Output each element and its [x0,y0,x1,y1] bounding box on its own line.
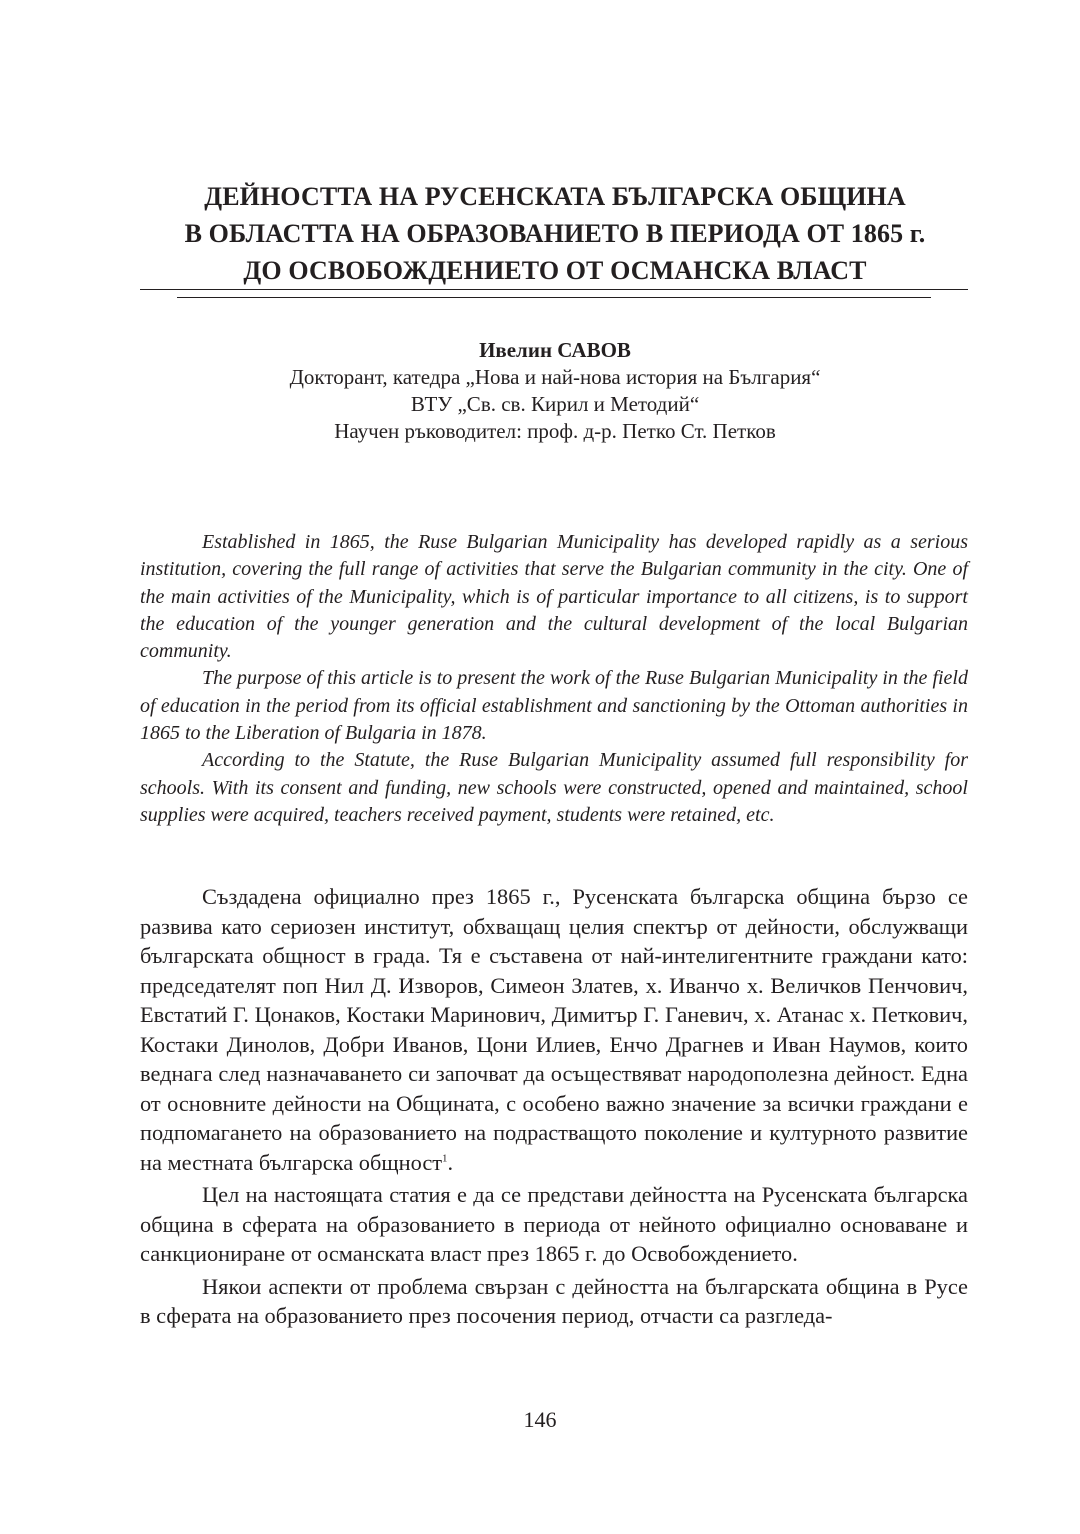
author-block [140,337,970,445]
abstract-paragraph-2: The purpose of this article is to present the work of the Ruse Bulgarian Municipality in the field of education in the period from its official establishment and sanctioning by the Ottoman authorities in 1865 to the Liberation of Bulgaria in 1878. [140,667,968,745]
title-line-1: ДЕЙНОСТТА НА РУСЕНСКАТА БЪЛГАРСКА ОБЩИНА [204,182,906,211]
footnote-ref-1[interactable]: 1 [442,1152,448,1165]
title-line-3: ДО ОСВОБОЖДЕНИЕТО ОТ ОСМАНСКА ВЛАСТ [243,256,867,285]
body-paragraph-1-text: Създадена официално през 1865 г., Русенската българска община бързо се развива като сериозен институт, обхващащ целия спектър от дейности, обслужващи българската общност в града. Тя е съставена от най-интелигентните граждани като: председателят поп Нил Д. Изворов, Симеон Златев, х. Иванчо х. Величков Пенчович, Евстатий Г. Цонаков, Костаки Маринович, Димитър Г. Ганевич, х. Атанас х. Петкович, Костаки Динолов, Добри Иванов, Цони Илиев, Енчо Драгнев и Иван Наумов, които веднага след назначаването си започват да осъществяват народополезна дейност. Една от основните дейности на Общината, с особено важно значение за всички граждани е подпомагането на образованието на подрастващото поколение и културното развитие на местната българска общност [140,884,968,1175]
title-rule-top [140,289,968,290]
body-paragraph-1-end: . [447,1149,454,1175]
author-name: Ивелин САВОВ [479,338,631,362]
body-paragraph-1 [140,882,968,1177]
author-university: ВТУ „Св. св. Кирил и Методий“ [410,392,700,416]
abstract-paragraph-3: According to the Statute, the Ruse Bulgarian Municipality assumed full responsibility for schools. With its consent and funding, new schools were constructed, opened and maintained, school supplies were acquired, teachers received payment, students were retained, etc. [140,749,968,826]
abstract [140,529,968,829]
title-rule-bottom [177,297,931,298]
body-paragraph-3: Някои аспекти от проблема свързан с дейността на българската община в Русе в сферата на образованието през посочения период, отчасти са разгледа- [140,1273,968,1328]
title-line-2: В ОБЛАСТТА НА ОБРАЗОВАНИЕТО В ПЕРИОДА ОТ 1865 г. [184,219,926,248]
page-number: 146 [523,1407,557,1432]
article-title [140,178,970,289]
body-paragraph-2: Цел на настоящата статия е да се представи дейността на Русенската българска община в сферата на образованието в периода от нейното официално основаване и санкциониране от османската власт през 1865 г. до Освобождението. [140,1182,968,1266]
author-position: Докторант, катедра „Нова и най-нова история на България“ [289,365,821,389]
author-supervisor: Научен ръководител: проф. д-р. Петко Ст. Петков [334,419,776,443]
abstract-paragraph-1: Established in 1865, the Ruse Bulgarian Municipality has developed rapidly as a serious institution, covering the full range of activities that serve the Bulgarian community in the city. One of the main activities of the Municipality, which is of particular importance to all citizens, is to support the education of the younger generation and the cultural development of the local Bulgarian community. [140,531,968,663]
body-text [140,882,968,1331]
